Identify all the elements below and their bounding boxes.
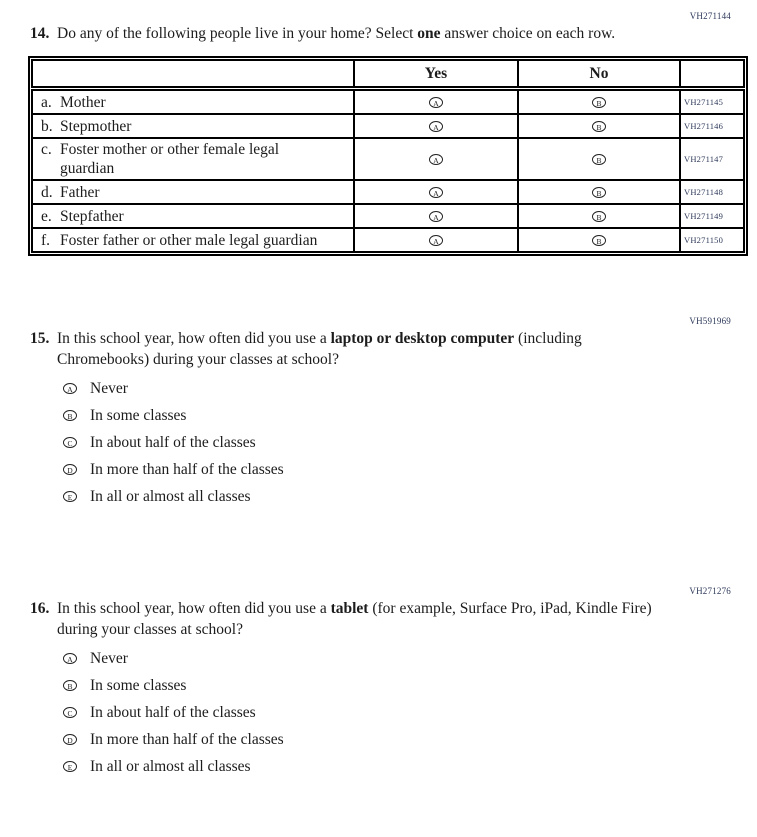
q14-prompt-suffix: answer choice on each row. (440, 25, 616, 42)
option-bubble-c[interactable]: C (63, 707, 77, 718)
row-code: VH271147 (680, 138, 744, 180)
option-bubble-d[interactable]: D (63, 464, 77, 475)
q14-prompt (57, 23, 669, 44)
option-label: In some classes (90, 676, 187, 694)
q16-option-about-half (63, 699, 757, 726)
q15-option-never (63, 375, 757, 402)
q14-item-code: VH271144 (689, 11, 731, 21)
option-label: In some classes (90, 406, 187, 424)
yes-bubble[interactable]: A (429, 187, 443, 198)
q14-prompt-bold: one (417, 25, 441, 42)
q15-option-more-than-half (63, 456, 757, 483)
row-label: Mother (60, 93, 106, 111)
row-letter: f. (41, 231, 51, 249)
option-bubble-e[interactable]: E (63, 491, 77, 502)
option-bubble-a[interactable]: A (63, 383, 77, 394)
q16-option-more-than-half (63, 726, 757, 753)
option-label: In all or almost all classes (90, 487, 251, 505)
question-16 (30, 598, 757, 640)
q16-options (63, 645, 757, 780)
row-label: Foster mother or other female legal guardian (60, 141, 280, 177)
yes-bubble[interactable]: A (429, 97, 443, 108)
q14-number: 14. (30, 25, 50, 42)
option-label: In more than half of the classes (90, 730, 284, 748)
q16-item-code: VH271276 (689, 586, 731, 596)
no-bubble[interactable]: B (592, 187, 606, 198)
table-row-foster-mother (32, 138, 744, 180)
q15-item-code: VH591969 (689, 316, 731, 326)
question-15 (30, 328, 757, 370)
row-label: Father (60, 183, 100, 201)
q15-option-some-classes (63, 402, 757, 429)
header-code-cell (680, 60, 744, 89)
table-row-stepfather (32, 204, 744, 228)
q16-prompt (57, 598, 669, 640)
row-code: VH271150 (680, 228, 744, 252)
no-bubble[interactable]: B (592, 154, 606, 165)
option-label: In about half of the classes (90, 703, 256, 721)
header-no: No (518, 60, 680, 89)
q16-number: 16. (30, 600, 50, 617)
row-label: Stepmother (60, 117, 132, 135)
row-code: VH271145 (680, 89, 744, 115)
option-bubble-d[interactable]: D (63, 734, 77, 745)
q14-answer-table (28, 56, 748, 256)
q16-prompt-suffix: (for example, Surface Pro, iPad, Kindle Fire) during your classes at school? (57, 600, 652, 638)
row-letter: b. (41, 117, 53, 135)
row-letter: a. (41, 93, 52, 111)
option-label: Never (90, 649, 128, 667)
q15-prompt-suffix: (including Chromebooks) during your classes at school? (57, 330, 582, 368)
q15-prompt-bold: laptop or desktop computer (330, 330, 515, 347)
q15-prompt-prefix: In this school year, how often did you use a (57, 330, 331, 347)
option-bubble-a[interactable]: A (63, 653, 77, 664)
q16-prompt-prefix: In this school year, how often did you use a (57, 600, 331, 617)
table-row-mother (32, 89, 744, 115)
option-label: In more than half of the classes (90, 460, 284, 478)
option-bubble-e[interactable]: E (63, 761, 77, 772)
row-code: VH271146 (680, 114, 744, 138)
q15-prompt (57, 328, 669, 370)
no-bubble[interactable]: B (592, 235, 606, 246)
no-bubble[interactable]: B (592, 211, 606, 222)
row-letter: d. (41, 183, 53, 201)
yes-bubble[interactable]: A (429, 154, 443, 165)
q16-option-never (63, 645, 757, 672)
no-bubble[interactable]: B (592, 97, 606, 108)
row-code: VH271149 (680, 204, 744, 228)
q16-option-some-classes (63, 672, 757, 699)
q15-option-about-half (63, 429, 757, 456)
table-header-row (32, 60, 744, 89)
no-bubble[interactable]: B (592, 121, 606, 132)
table-row-stepmother (32, 114, 744, 138)
option-label: In about half of the classes (90, 433, 256, 451)
option-bubble-b[interactable]: B (63, 680, 77, 691)
row-letter: c. (41, 141, 52, 158)
q14-prompt-prefix: Do any of the following people live in your home? Select (57, 25, 418, 42)
option-label: In all or almost all classes (90, 757, 251, 775)
q16-option-all-classes (63, 753, 757, 780)
header-stub-cell (32, 60, 354, 89)
row-label: Stepfather (60, 207, 124, 225)
question-14 (30, 23, 757, 44)
table-row-father (32, 180, 744, 204)
row-label: Foster father or other male legal guardian (60, 231, 318, 249)
yes-bubble[interactable]: A (429, 211, 443, 222)
yes-bubble[interactable]: A (429, 121, 443, 132)
table-row-foster-father (32, 228, 744, 252)
row-letter: e. (41, 207, 52, 225)
option-label: Never (90, 379, 128, 397)
q15-option-all-classes (63, 483, 757, 510)
q16-prompt-bold: tablet (330, 600, 369, 617)
option-bubble-c[interactable]: C (63, 437, 77, 448)
q15-options (63, 375, 757, 510)
row-code: VH271148 (680, 180, 744, 204)
header-yes: Yes (354, 60, 518, 89)
yes-bubble[interactable]: A (429, 235, 443, 246)
q15-number: 15. (30, 330, 50, 347)
option-bubble-b[interactable]: B (63, 410, 77, 421)
